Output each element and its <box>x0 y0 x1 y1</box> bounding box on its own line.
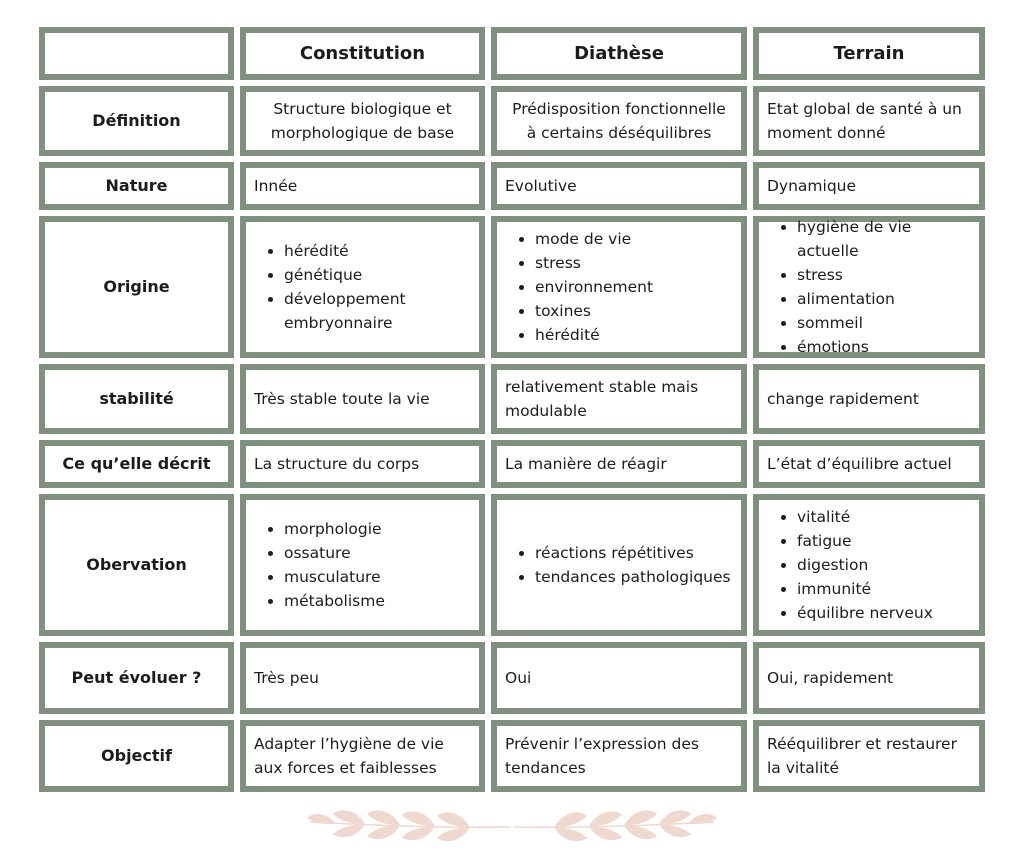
list-item: • mode de vie <box>535 227 653 251</box>
row-header-description-text: Ce qu’elle décrit <box>62 454 211 473</box>
cell-definition-diathese <box>491 86 747 156</box>
list-item: • alimentation <box>797 287 971 311</box>
row-header-observation-text: Obervation <box>86 555 187 574</box>
bullet-list <box>767 505 933 625</box>
bullet-list <box>767 215 971 359</box>
leafy-branch-divider-icon <box>305 800 719 850</box>
cell-description-terrain <box>753 440 985 488</box>
cell-evolution-constitution-text: Très peu <box>254 669 319 687</box>
list-item: • métabolisme <box>284 589 385 613</box>
row-header-observation <box>39 494 234 636</box>
cell-description-diathese <box>491 440 747 488</box>
row-header-description <box>39 440 234 488</box>
list-item: • tendances pathologiques <box>535 565 731 589</box>
leaf-shape <box>333 810 365 824</box>
cell-definition-diathese-text: Prédisposition fonctionnelle à certains déséquilibres <box>512 100 726 142</box>
list-item: • équilibre nerveux <box>797 601 933 625</box>
row-header-evolution <box>39 642 234 714</box>
cell-objectif-diathese <box>491 720 747 792</box>
column-header-terrain <box>753 27 985 80</box>
cell-stabilite-constitution <box>240 364 485 434</box>
cell-nature-terrain-text: Dynamique <box>767 177 857 195</box>
leaf-shape <box>659 810 691 824</box>
cell-evolution-constitution <box>240 642 485 714</box>
bullet-list <box>505 227 653 347</box>
cell-evolution-terrain <box>753 642 985 714</box>
list-item: • hérédité <box>535 323 653 347</box>
cell-objectif-terrain <box>753 720 985 792</box>
list-item: • morphologie <box>284 517 385 541</box>
cell-evolution-terrain-text: Oui, rapidement <box>767 669 894 687</box>
leaf-shape <box>333 824 365 837</box>
list-item: • génétique <box>284 263 471 287</box>
leaf-shape <box>367 825 400 839</box>
list-item: • musculature <box>284 565 385 589</box>
cell-definition-terrain <box>753 86 985 156</box>
cell-nature-terrain <box>753 162 985 210</box>
row-header-objectif-text: Objectif <box>101 746 172 765</box>
cell-stabilite-constitution-text: Très stable toute la vie <box>254 390 430 408</box>
leaf-shape <box>554 812 587 827</box>
bullet-list <box>254 517 385 613</box>
row-header-definition-text: Définition <box>92 111 181 130</box>
leaf-shape <box>589 826 622 840</box>
leaf-shape <box>402 811 435 826</box>
row-header-origine <box>39 216 234 358</box>
leaf-shape <box>589 811 622 826</box>
list-item: • vitalité <box>797 505 933 529</box>
branch-right <box>514 810 717 841</box>
cell-evolution-diathese <box>491 642 747 714</box>
row-header-definition <box>39 86 234 156</box>
cell-evolution-diathese-text: Oui <box>505 669 532 687</box>
bullet-list <box>505 541 731 589</box>
cell-stabilite-diathese <box>491 364 747 434</box>
cell-objectif-constitution <box>240 720 485 792</box>
cell-description-constitution-text: La structure du corps <box>254 455 420 473</box>
cell-stabilite-terrain-text: change rapidement <box>767 390 919 408</box>
cell-observation-diathese <box>491 494 747 636</box>
row-header-objectif <box>39 720 234 792</box>
cell-observation-constitution <box>240 494 485 636</box>
list-item: • immunité <box>797 577 933 601</box>
leaf-shape <box>659 824 691 837</box>
leaf-shape <box>367 810 400 825</box>
leaf-shape <box>437 827 470 841</box>
leaf-shape <box>437 812 470 827</box>
leaf-shape <box>402 826 435 840</box>
cell-definition-constitution-text: Structure biologique et morphologique de base <box>270 100 455 142</box>
cell-origine-diathese <box>491 216 747 358</box>
list-item: • fatigue <box>797 529 933 553</box>
cell-stabilite-diathese-text: relativement stable mais modulable <box>505 378 699 420</box>
cell-objectif-constitution-text: Adapter l’hygiène de vie aux forces et faiblesses <box>254 735 444 777</box>
cell-description-terrain-text: L’état d’équilibre actuel <box>767 455 952 473</box>
cell-description-constitution <box>240 440 485 488</box>
leaf-shape <box>624 825 657 839</box>
list-item: • réactions répétitives <box>535 541 731 565</box>
branch-stem <box>514 822 714 827</box>
branch-left <box>307 810 510 841</box>
list-item: • environnement <box>535 275 653 299</box>
cell-stabilite-terrain <box>753 364 985 434</box>
cell-description-diathese-text: La manière de réagir <box>505 455 667 473</box>
list-item: • stress <box>797 263 971 287</box>
row-header-evolution-text: Peut évoluer ? <box>71 668 202 687</box>
branch-stem <box>310 822 510 827</box>
cell-objectif-terrain-text: Rééquilibrer et restaurer la vitalité <box>767 735 957 777</box>
cell-objectif-diathese-text: Prévenir l’expression des tendances <box>505 735 699 777</box>
cell-origine-constitution <box>240 216 485 358</box>
list-item: • émotions <box>797 335 971 359</box>
list-item: • développement embryonnaire <box>284 287 471 335</box>
row-header-stabilite-text: stabilité <box>99 389 174 408</box>
list-item: • stress <box>535 251 653 275</box>
cell-definition-constitution <box>240 86 485 156</box>
list-item: • ossature <box>284 541 385 565</box>
cell-observation-terrain <box>753 494 985 636</box>
list-item: • hérédité <box>284 239 471 263</box>
column-header-constitution <box>240 27 485 80</box>
column-header-diathese-text: Diathèse <box>574 42 664 64</box>
row-header-origine-text: Origine <box>103 277 170 296</box>
list-item: • digestion <box>797 553 933 577</box>
cell-nature-constitution <box>240 162 485 210</box>
cell-definition-terrain-text: Etat global de santé à un moment donné <box>767 100 962 142</box>
list-item: • sommeil <box>797 311 971 335</box>
leaf-shape <box>554 827 587 841</box>
leaf-shape <box>624 810 657 825</box>
list-item: • hygiène de vie actuelle <box>797 215 971 263</box>
cell-origine-terrain <box>753 216 985 358</box>
column-header-terrain-text: Terrain <box>833 42 905 64</box>
column-header-constitution-text: Constitution <box>299 42 426 64</box>
column-header-diathese <box>491 27 747 80</box>
cell-nature-diathese <box>491 162 747 210</box>
list-item: • toxines <box>535 299 653 323</box>
cell-nature-diathese-text: Evolutive <box>505 177 577 195</box>
cell-nature-constitution-text: Innée <box>254 177 298 195</box>
row-header-stabilite <box>39 364 234 434</box>
header-corner-cell <box>39 27 234 80</box>
row-header-nature-text: Nature <box>105 176 168 195</box>
row-header-nature <box>39 162 234 210</box>
bullet-list <box>254 239 471 335</box>
